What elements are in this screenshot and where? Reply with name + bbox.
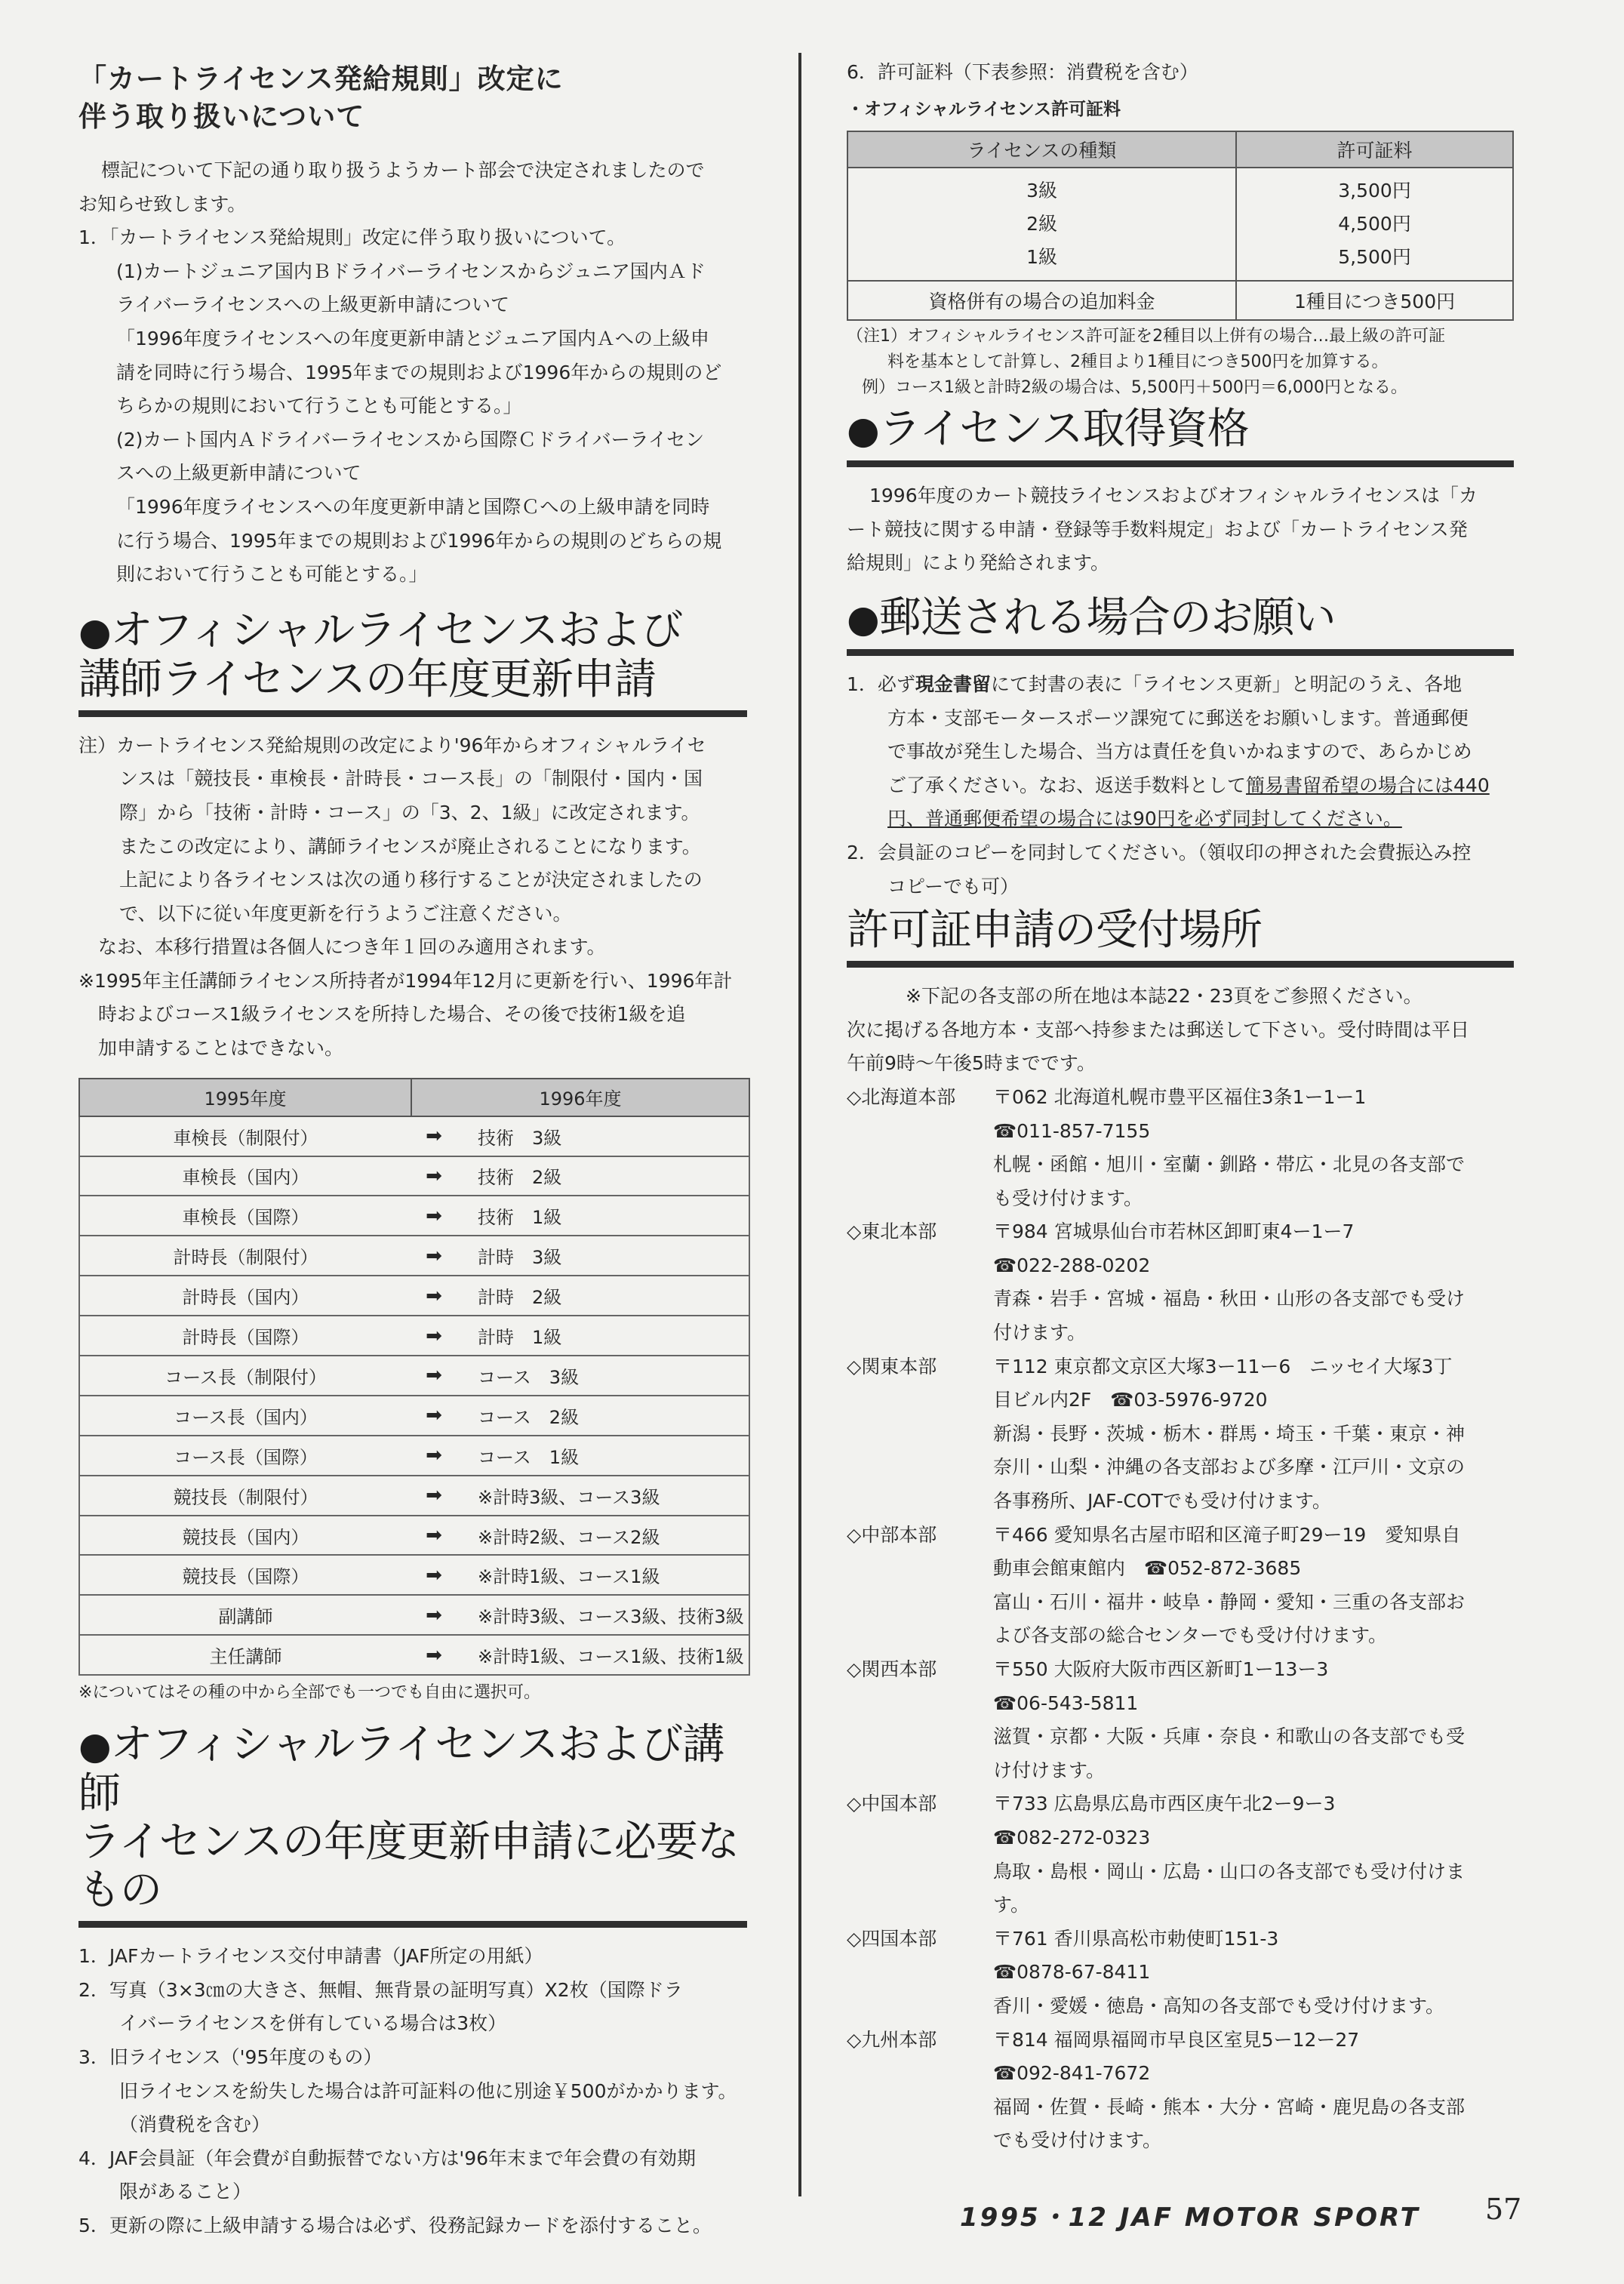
- office-entry: [847, 1215, 1514, 1350]
- text-line: 次に掲げる各地方本・支部へ持参または郵送して下さい。受付時間は平日: [847, 1018, 1470, 1041]
- office-detail-line: 〒466 愛知県名古屋市昭和区滝子町29ー19 愛知県自: [993, 1523, 1461, 1546]
- bullet-dot-icon: ●: [847, 596, 879, 641]
- table-cell-1996: ※計時1級、コース1級: [457, 1555, 749, 1595]
- arrow-right-icon: ➡: [411, 1476, 457, 1516]
- text-line: 注）カートライセンス発給規則の改定により'96年からオフィシャルライセ: [78, 734, 706, 756]
- office-name: ◇中部本部: [847, 1523, 937, 1546]
- reception-intro: [847, 980, 1514, 1081]
- text-line: 「1996年度ライセンスへの年度更新申請とジュニア国内Ａへの上級申: [116, 327, 709, 349]
- table-cell-1996: 技術 2級: [457, 1156, 749, 1196]
- item-1: [78, 221, 747, 592]
- fee-extra-label: 資格併有の場合の追加料金: [847, 281, 1236, 320]
- office-details: [993, 1653, 1514, 1787]
- office-detail-line: 各事務所、JAF-COTでも受け付けます。: [993, 1490, 1331, 1513]
- arrow-right-icon: ➡: [411, 1516, 457, 1556]
- underlined-text: 円、普通郵便希望の場合には90円を必ず同封してください。: [887, 808, 1402, 830]
- office-detail-line: ☎092-841-7672: [993, 2062, 1151, 2085]
- table-header-row: [847, 131, 1513, 168]
- table-cell-1995: 計時長（国際）: [79, 1316, 411, 1356]
- arrow-right-icon: ➡: [411, 1276, 457, 1316]
- table-cell-1996: 計時 1級: [457, 1316, 749, 1356]
- table-cell-1995: 競技長（制限付）: [79, 1476, 411, 1516]
- arrow-right-icon: ➡: [411, 1156, 457, 1196]
- table-row: [79, 1396, 749, 1436]
- heading-official-renewal: [78, 607, 747, 717]
- text-line: 則において行うことも可能とする。」: [116, 563, 428, 586]
- office-detail-line: 富山・石川・福井・岐阜・静岡・愛知・三重の各支部お: [993, 1590, 1466, 1613]
- table-cell-1996: コース 1級: [457, 1436, 749, 1476]
- table-row: [79, 1635, 749, 1675]
- text-line: 1996年度のカート競技ライセンスおよびオフィシャルライセンスは「カ: [869, 485, 1478, 507]
- heading-required-items: [78, 1721, 747, 1928]
- office-detail-line: ☎0878-67-8411: [993, 1961, 1151, 1984]
- bullet-dot-icon: ●: [78, 1724, 111, 1768]
- table-header-1996: 1996年度: [411, 1079, 749, 1116]
- table-cell-1996: コース 3級: [457, 1356, 749, 1396]
- table-cell-1995: コース長（国際）: [79, 1436, 411, 1476]
- office-detail-line: よび各支部の総合センターでも受け付けます。: [993, 1624, 1388, 1647]
- office-detail-line: 青森・岩手・宮城・福島・秋田・山形の各支部でも受け: [993, 1288, 1466, 1310]
- table-cell-1996: 技術 3級: [457, 1116, 749, 1156]
- text-line: なお、本移行措置は各個人につき年１回のみ適用されます。: [98, 936, 606, 959]
- table-cell-1995: 競技長（国際）: [79, 1555, 411, 1595]
- office-name: ◇東北本部: [847, 1220, 937, 1243]
- office-detail-line: ☎06-543-5811: [993, 1691, 1139, 1714]
- list-item-line: 限があること）: [119, 2181, 252, 2203]
- fee-grade: 2級: [1026, 213, 1057, 235]
- heading-text: 郵送される場合のお願い: [878, 593, 1336, 642]
- fee-price: 3,500円: [1338, 180, 1411, 202]
- text-line: 請を同時に行う場合、1995年までの規則および1996年からの規則のど: [116, 361, 722, 383]
- office-detail-line: 動車会館東館内 ☎052-872-3685: [993, 1557, 1302, 1580]
- list-item-line: 5．更新の際に上級申請する場合は必ず、役務記録カードを添付すること。: [78, 2214, 712, 2236]
- heading-text: 講師ライセンスの年度更新申請: [78, 654, 656, 704]
- table-row: [79, 1476, 749, 1516]
- text-line: 「1996年度ライセンスへの年度更新申請と国際Ｃへの上級申請を同時: [116, 495, 710, 518]
- table-cell-1995: 車検長（国際）: [79, 1196, 411, 1236]
- office-details: [993, 1519, 1514, 1653]
- office-name: ◇九州本部: [847, 2028, 937, 2051]
- table-row: [79, 1436, 749, 1476]
- text-line: (1)カートジュニア国内Ｂドライバーライセンスからジュニア国内Ａド: [116, 260, 706, 282]
- bullet-dot-icon: ●: [78, 609, 111, 654]
- arrow-right-icon: ➡: [411, 1555, 457, 1595]
- office-detail-line: け付けます。: [993, 1759, 1106, 1781]
- list-item-line: 3．旧ライセンス（'95年度のもの）: [78, 2045, 383, 2068]
- item-6: 6．許可証料（下表参照：消費税を含む）: [847, 61, 1198, 83]
- table-cell-1995: コース長（国内）: [79, 1396, 411, 1436]
- magazine-footer: 1995・12 JAF MOTOR SPORT: [960, 2202, 1420, 2233]
- table-cell-1995: 計時長（制限付）: [79, 1236, 411, 1276]
- table-cell-1995: 副講師: [79, 1595, 411, 1635]
- heading-text: ライセンスの年度更新申請に必要なもの: [78, 1818, 739, 1916]
- office-detail-line: 付けます。: [993, 1322, 1087, 1344]
- office-detail-line: 〒984 宮城県仙台市若林区卸町東4ー1ー7: [993, 1220, 1355, 1243]
- office-detail-line: す。: [993, 1894, 1030, 1916]
- fee-extra-value: 1種目につき500円: [1236, 281, 1513, 320]
- text-line: ライバーライセンスへの上級更新申請について: [116, 294, 510, 316]
- fee-header-price: 許可証料: [1236, 131, 1513, 168]
- table-cell-1995: 主任講師: [79, 1635, 411, 1675]
- office-entry: [847, 1350, 1514, 1519]
- text-line: 標記について下記の通り取り扱うようカート部会で決定されましたので: [101, 159, 705, 181]
- table-cell-1996: 計時 3級: [457, 1236, 749, 1276]
- column-divider: [798, 53, 801, 2196]
- table-cell-1996: ※計時2級、コース2級: [457, 1516, 749, 1556]
- list-item-line: （消費税を含む）: [119, 2113, 271, 2136]
- table-cell-1995: コース長（制限付）: [79, 1356, 411, 1396]
- qualification-paragraph: [847, 479, 1514, 580]
- intro-paragraph: [78, 154, 747, 221]
- text-span: ご了承ください。なお、返送手数料として: [887, 774, 1247, 796]
- table-row: [79, 1555, 749, 1595]
- title-line: 伴う取り扱いについて: [78, 100, 365, 133]
- office-detail-line: 鳥取・島根・岡山・広島・山口の各支部でも受け付けま: [993, 1860, 1466, 1882]
- office-detail-line: 香川・愛媛・徳島・高知の各支部でも受け付けます。: [993, 1994, 1445, 2017]
- text-line: 際」から「技術・計時・コース」の「3、2、1級」に改定されます。: [119, 801, 700, 823]
- arrow-right-icon: ➡: [411, 1316, 457, 1356]
- fee-table: [847, 131, 1514, 321]
- office-name: ◇四国本部: [847, 1927, 937, 1950]
- text-line: お知らせ致します。: [78, 192, 247, 215]
- office-details: [993, 1081, 1514, 1215]
- bullet-dot-icon: ●: [847, 408, 879, 453]
- arrow-right-icon: ➡: [411, 1595, 457, 1635]
- office-detail-line: 〒112 東京都文京区大塚3ー11ー6 ニッセイ大塚3丁: [993, 1355, 1453, 1377]
- text-line: またこの改定により、講師ライセンスが廃止されることになります。: [119, 835, 701, 857]
- office-detail-line: でも受け付けます。: [993, 2129, 1162, 2152]
- office-name: ◇中国本部: [847, 1793, 937, 1815]
- table-row: [79, 1595, 749, 1635]
- office-details: [993, 2024, 1514, 2158]
- office-detail-line: ☎011-857-7155: [993, 1119, 1151, 1142]
- text-line: 例）コース1級と計時2級の場合は、5,500円＋500円＝6,000円となる。: [862, 378, 1407, 398]
- text-line: ート競技に関する申請・登録等手数料規定」および「カートライセンス発: [847, 518, 1468, 540]
- text-span: にて封書の表に「ライセンス更新」と明記のうえ、各地: [990, 673, 1463, 695]
- table-row: [79, 1356, 749, 1396]
- text-line: に行う場合、1995年までの規則および1996年からの規則のどちらの規: [116, 529, 722, 552]
- heading-mail-request: [847, 594, 1514, 656]
- fee-grade: 1級: [1026, 246, 1057, 269]
- section-title-rule-change: [78, 60, 747, 136]
- heading-line: [78, 1721, 747, 1818]
- arrow-right-icon: ➡: [411, 1356, 457, 1396]
- text-line: 上記により各ライセンスは次の通り移行することが決定されましたの: [119, 869, 703, 891]
- text-line: で、以下に従い年度更新を行うようご注意ください。: [119, 902, 572, 925]
- list-item-line: 旧ライセンスを紛失した場合は許可証料の他に別途￥500がかかります。: [119, 2079, 737, 2102]
- arrow-right-icon: ➡: [411, 1116, 457, 1156]
- office-entry: [847, 1922, 1514, 2024]
- arrow-right-icon: ➡: [411, 1396, 457, 1436]
- office-detail-line: ☎022-288-0202: [993, 1254, 1151, 1276]
- office-details: [993, 1350, 1514, 1519]
- table-row: [79, 1316, 749, 1356]
- office-entry: [847, 1081, 1514, 1215]
- table-row: [79, 1516, 749, 1556]
- text-line: [847, 668, 1514, 702]
- heading-text: オフィシャルライセンスおよび講師: [78, 1720, 724, 1819]
- text-line: (2)カート国内Ａドライバーライセンスから国際Ｃドライバーライセン: [116, 428, 705, 451]
- office-detail-line: 滋賀・京都・大阪・兵庫・奈良・和歌山の各支部でも受: [993, 1725, 1466, 1748]
- arrow-right-icon: ➡: [411, 1196, 457, 1236]
- text-line: 1．「カートライセンス発給規則」改定に伴う取り扱いについて。: [78, 226, 626, 249]
- office-entry: [847, 1519, 1514, 1653]
- table-header-1995: 1995年度: [79, 1079, 411, 1116]
- fee-table-title: ・オフィシャルライセンス許可証料: [847, 99, 1121, 119]
- table-cell-1996: 計時 2級: [457, 1276, 749, 1316]
- office-name: ◇北海道本部: [847, 1085, 956, 1108]
- office-detail-line: 新潟・長野・茨城・栃木・群馬・埼玉・千葉・東京・神: [993, 1422, 1466, 1445]
- title-line: 「カートライセンス発給規則」改定に: [78, 63, 564, 95]
- emphasis-text: 現金書留: [915, 673, 991, 695]
- table-header-row: [79, 1079, 749, 1116]
- list-item-line: 4．JAF会員証（年会費が自動振替でない方は'96年末まで年会費の有効期: [78, 2147, 697, 2169]
- table-row: [79, 1156, 749, 1196]
- text-line: スへの上級更新申請について: [116, 462, 361, 485]
- fee-note: [847, 324, 1514, 401]
- office-detail-line: 奈川・山梨・沖縄の各支部および多摩・江戸川・文京の: [993, 1456, 1466, 1479]
- table-cell-1995: 車検長（制限付）: [79, 1116, 411, 1156]
- heading-text: ライセンス取得資格: [878, 405, 1249, 454]
- fee-price: 4,500円: [1338, 213, 1411, 235]
- table-cell-1995: 競技長（国内）: [79, 1516, 411, 1556]
- office-entry: [847, 1787, 1514, 1922]
- text-line: 料を基本として計算し、2種目より1種目につき500円を加算する。: [887, 352, 1389, 372]
- heading-reception-places: 許可証申請の受付場所: [847, 907, 1514, 968]
- underlined-text: 簡易書留希望の場合には440: [1246, 774, 1490, 796]
- page-number: 57: [1485, 2193, 1522, 2226]
- text-line: 給規則」により発給されます。: [847, 552, 1110, 574]
- office-detail-line: も受け付けます。: [993, 1187, 1143, 1209]
- office-detail-line: 〒550 大阪府大阪市西区新町1ー13ー3: [993, 1658, 1329, 1680]
- text-line: [847, 769, 1514, 803]
- heading-line: [78, 607, 747, 656]
- arrow-right-icon: ➡: [411, 1635, 457, 1675]
- office-details: [993, 1215, 1514, 1350]
- text-line: 加申請することはできない。: [98, 1037, 344, 1060]
- text-line: ※下記の各支部の所在地は本誌22・23頁をご参照ください。: [906, 985, 1423, 1008]
- table-row: [79, 1276, 749, 1316]
- office-detail-line: ☎082-272-0323: [993, 1826, 1151, 1848]
- table-cell-1996: コース 2級: [457, 1396, 749, 1436]
- fee-grades-cell: [847, 168, 1236, 281]
- office-entry: [847, 1653, 1514, 1787]
- office-list: [847, 1081, 1514, 2158]
- table-row: [79, 1196, 749, 1236]
- note-block: [78, 729, 747, 1066]
- text-line: コピーでも可）: [887, 875, 1020, 897]
- office-detail-line: 目ビル内2F ☎03-5976-9720: [993, 1389, 1268, 1411]
- list-item-line: 2．写真（3×3㎝の大きさ、無帽、無背景の証明写真）X2枚（国際ドラ: [78, 1978, 683, 2001]
- table-cell-1996: ※計時3級、コース3級、技術3級: [457, 1595, 749, 1635]
- license-transition-table: [78, 1078, 750, 1676]
- fee-prices-cell: [1236, 168, 1513, 281]
- office-detail-line: 福岡・佐賀・長崎・熊本・大分・宮崎・鹿児島の各支部: [993, 2095, 1466, 2118]
- list-item-line: 1．JAFカートライセンス交付申請書（JAF所定の用紙）: [78, 1945, 543, 1968]
- office-detail-line: 〒733 広島県広島市西区庚午北2ー9ー3: [993, 1793, 1336, 1815]
- text-line: 方本・支部モータースポーツ課宛てに郵送をお願いします。普通郵便: [887, 706, 1469, 729]
- text-line: （注1）オフィシャルライセンス許可証を2種目以上併有の場合…最上級の許可証: [847, 327, 1446, 346]
- table-footnote: ※についてはその種の中から全部でも一つでも自由に選択可。: [78, 1683, 540, 1703]
- table-row: [79, 1116, 749, 1156]
- table-row: [847, 168, 1513, 281]
- table-row: [79, 1236, 749, 1276]
- table-cell-1995: 計時長（国内）: [79, 1276, 411, 1316]
- text-line: 2．会員証のコピーを同封してください。（領収印の押された会費振込み控: [847, 841, 1472, 863]
- text-span: 1．必ず: [847, 673, 915, 695]
- office-entry: [847, 2024, 1514, 2158]
- office-detail-line: 〒761 香川県高松市勅使町151-3: [993, 1927, 1279, 1950]
- table-row: [847, 281, 1513, 320]
- left-column: [78, 60, 747, 2242]
- office-detail-line: 〒062 北海道札幌市豊平区福住3条1ー1ー1: [993, 1085, 1367, 1108]
- right-column: [847, 56, 1514, 2158]
- table-cell-1996: ※計時3級、コース3級: [457, 1476, 749, 1516]
- arrow-right-icon: ➡: [411, 1436, 457, 1476]
- text-line: ンスは「競技長・車検長・計時長・コース長」の「制限付・国内・国: [119, 768, 703, 790]
- mail-instructions: [847, 668, 1514, 903]
- required-items-list: [78, 1940, 747, 2242]
- text-line: ちらかの規則において行うことも可能とする。」: [116, 395, 522, 417]
- office-name: ◇関西本部: [847, 1658, 937, 1680]
- office-details: [993, 1787, 1514, 1922]
- table-cell-1995: 車検長（国内）: [79, 1156, 411, 1196]
- text-line: ※1995年主任講師ライセンス所持者が1994年12月に更新を行い、1996年計: [78, 969, 733, 992]
- fee-grade: 3級: [1026, 180, 1057, 202]
- heading-license-qualification: [847, 405, 1514, 467]
- text-line: で事故が発生した場合、当方は責任を負いかねますので、あらかじめ: [887, 740, 1472, 763]
- arrow-right-icon: ➡: [411, 1236, 457, 1276]
- office-name: ◇関東本部: [847, 1355, 937, 1377]
- table-cell-1996: ※計時1級、コース1級、技術1級: [457, 1635, 749, 1675]
- heading-text: オフィシャルライセンスおよび: [110, 605, 683, 655]
- text-line: 時およびコース1級ライセンスを所持した場合、その後で技術1級を追: [98, 1003, 686, 1026]
- fee-header-type: ライセンスの種類: [847, 131, 1236, 168]
- office-details: [993, 1922, 1514, 2024]
- office-detail-line: 〒814 福岡県福岡市早良区室見5ー12ー27: [993, 2028, 1360, 2051]
- fee-price: 5,500円: [1338, 246, 1411, 269]
- office-detail-line: 札幌・函館・旭川・室蘭・釧路・帯広・北見の各支部で: [993, 1153, 1466, 1176]
- list-item-line: イバーライセンスを併有している場合は3枚）: [119, 2012, 507, 2035]
- text-line: 午前9時〜午後5時までです。: [847, 1052, 1096, 1075]
- table-cell-1996: 技術 1級: [457, 1196, 749, 1236]
